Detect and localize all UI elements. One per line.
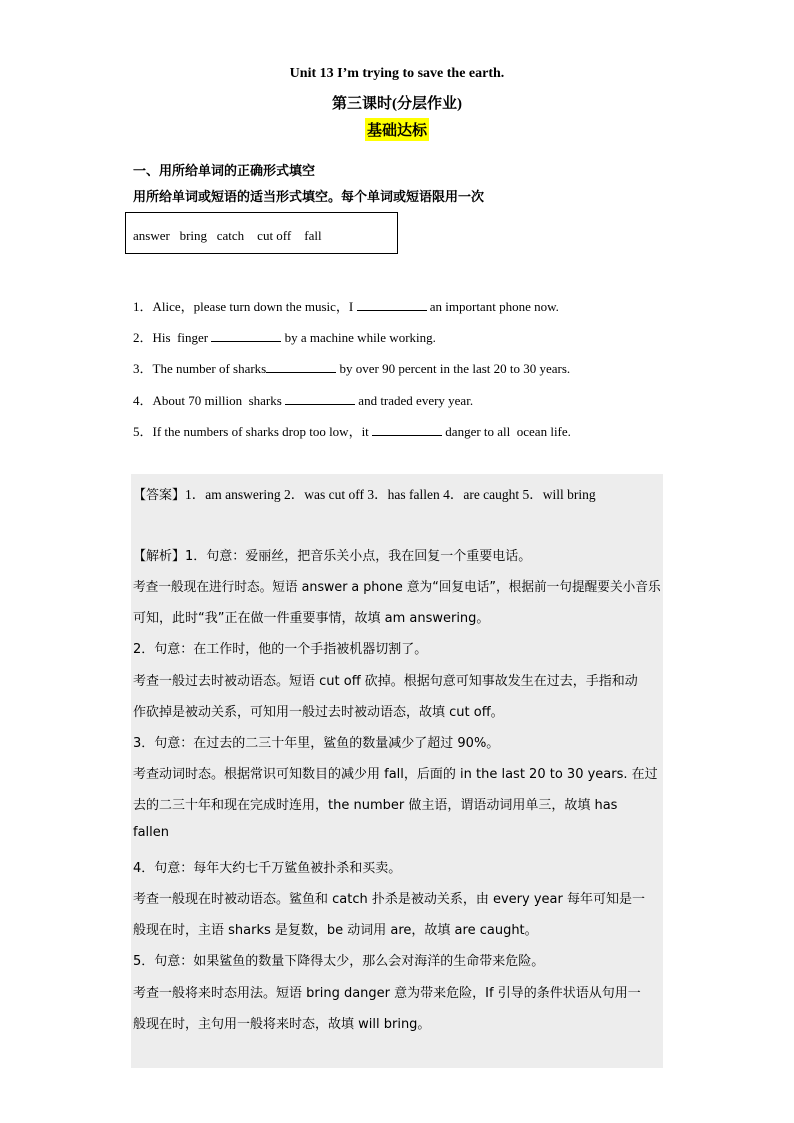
question-1 (133, 296, 559, 315)
section-heading: 一、用所给单词的正确形式填空 (133, 164, 316, 179)
unit-title: Unit 13 I’m trying to save the earth. (289, 66, 505, 81)
question-text-after: danger to all ocean life. (442, 424, 571, 439)
question-text-after: an important phone now. (426, 299, 559, 314)
question-number: 3． (133, 361, 153, 376)
question-text-before: The number of sharks (152, 361, 267, 376)
lesson-title: 第三课时(分层作业) (332, 96, 462, 112)
question-number: 2． (133, 330, 153, 345)
level-title: 基础达标 (365, 118, 429, 141)
analysis-line: 考查一般将来时态用法。短语 bring danger 意为带来危险，If 引导的条件状语从句用一 (133, 986, 641, 1001)
level-title-wrap (0, 118, 794, 141)
answer-blank[interactable] (285, 392, 355, 405)
answer-label: 【答案】 (133, 488, 186, 503)
question-number: 1． (133, 299, 153, 314)
question-text-before: About 70 million sharks (152, 393, 286, 408)
question-text-before: Alice，please turn down the music，I (152, 299, 357, 314)
question-5 (133, 421, 571, 440)
question-2 (133, 327, 436, 346)
analysis-line: fallen (133, 825, 170, 840)
analysis-line: 般现在时，主句用一般将来时态，故填 will bring。 (133, 1017, 431, 1032)
word-bank-box: answer bring catch cut off fall (125, 212, 398, 254)
question-text-before: His finger (152, 330, 212, 345)
question-text-after: and traded every year. (355, 393, 474, 408)
analysis-line: 考查一般过去时被动语态。短语 cut off 砍掉。根据句意可知事故发生在过去，手指和动 (133, 674, 638, 689)
answer-blank[interactable] (266, 360, 336, 373)
question-text-after: by over 90 percent in the last 20 to 30 years. (336, 361, 571, 376)
analysis-line: 去的二三十年和现在完成时连用，the number 做主语，谓语动词用单三，故填 has (133, 798, 618, 813)
analysis-line: 可知，此时“我”正在做一件重要事情，故填 am answering。 (133, 611, 490, 626)
analysis-line: 般现在时，主语 sharks 是复数，be 动词用 are，故填 are caught。 (133, 923, 538, 938)
analysis-line: 考查一般现在时被动语态。鲨鱼和 catch 扑杀是被动关系，由 every year 每年可知是一 (133, 892, 645, 907)
analysis-line: 5．句意：如果鲨鱼的数量下降得太少，那么会对海洋的生命带来危险。 (133, 954, 545, 969)
analysis-line: 4．句意：每年大约七千万鲨鱼被扑杀和买卖。 (133, 861, 402, 876)
answer-text: 1．am answering 2．was cut off 3．has fallen 4．are caught 5．will bring (185, 487, 596, 502)
answer-blank[interactable] (357, 298, 427, 311)
answer-blank[interactable] (211, 329, 281, 342)
question-number: 4． (133, 393, 153, 408)
answer-line (133, 483, 596, 503)
question-text-before: If the numbers of sharks drop too low，it (152, 424, 373, 439)
question-text-after: by a machine while working. (281, 330, 436, 345)
analysis-line: 作砍掉是被动关系，可知用一般过去时被动语态，故填 cut off。 (133, 705, 504, 720)
question-number: 5． (133, 424, 153, 439)
analysis-line: 【解析】1．句意：爱丽丝，把音乐关小点，我在回复一个重要电话。 (133, 549, 532, 564)
question-4 (133, 390, 473, 409)
analysis-line: 2．句意：在工作时，他的一个手指被机器切割了。 (133, 642, 428, 657)
analysis-line: 考查动词时态。根据常识可知数目的减少用 fall，后面的 in the last 20 to 30 years. 在过 (133, 767, 658, 782)
analysis-line: 考查一般现在进行时态。短语 answer a phone 意为“回复电话”，根据前一句提醒要关小音乐 (133, 580, 661, 595)
analysis-line: 3．句意：在过去的二三十年里，鲨鱼的数量减少了超过 90%。 (133, 736, 500, 751)
section-instruction: 用所给单词或短语的适当形式填空。每个单词或短语限用一次 (133, 190, 485, 205)
question-3 (133, 358, 570, 377)
answer-blank[interactable] (372, 423, 442, 436)
